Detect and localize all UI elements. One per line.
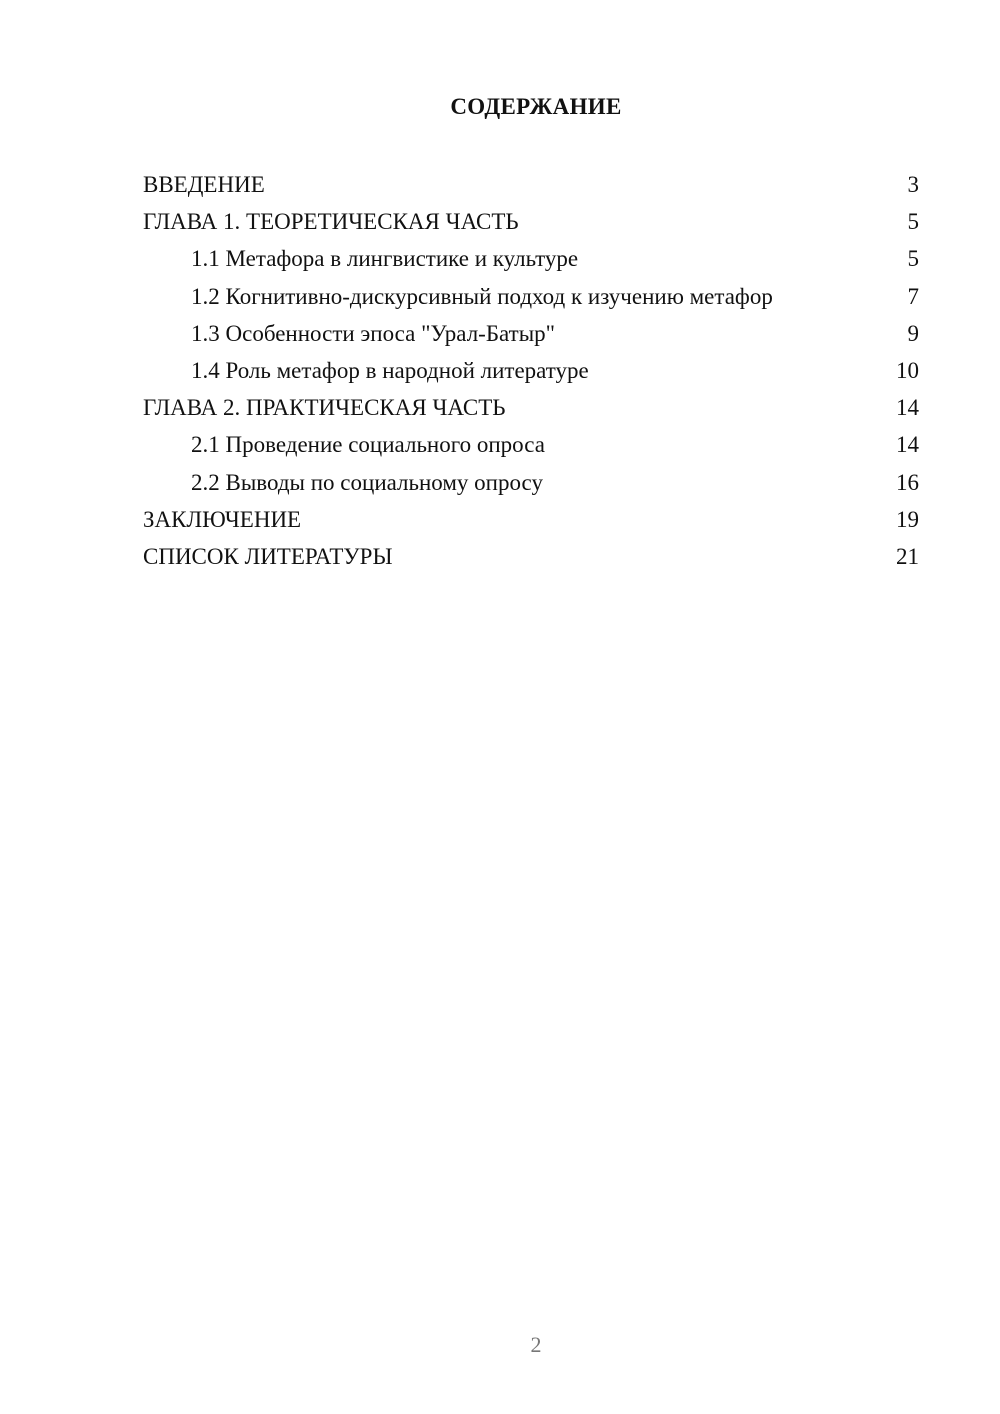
toc-entry-label: 2.1 Проведение социального опроса (191, 432, 545, 458)
toc-entry[interactable] (143, 166, 919, 203)
toc-entry[interactable] (143, 389, 919, 426)
toc-entry-label: ВВЕДЕНИЕ (143, 172, 265, 197)
toc-entry-page: 10 (896, 357, 919, 383)
toc-entry[interactable] (143, 501, 919, 538)
toc-entry-label: 1.1 Метафора в лингвистике и культуре (191, 246, 579, 272)
toc-entry-page: 19 (896, 506, 919, 532)
toc-subentry[interactable] (143, 352, 919, 389)
toc-entry-page: 9 (907, 320, 919, 346)
toc-entry-page: 14 (896, 395, 919, 421)
toc-entry-label: ГЛАВА 1. ТЕОРЕТИЧЕСКАЯ ЧАСТЬ (143, 209, 519, 235)
toc-subentry[interactable] (143, 315, 919, 352)
toc-entry[interactable] (143, 203, 919, 240)
toc-entry-page: 7 (907, 283, 919, 309)
toc-entry-label: 1.2 Когнитивно-дискурсивный подход к изучению метафор (191, 283, 773, 309)
toc-subentry[interactable] (143, 240, 919, 277)
toc-entry-label: 1.3 Особенности эпоса "Урал-Батыр" (191, 320, 556, 346)
toc-entry-label: 2.2 Выводы по социальному опросу (191, 469, 543, 495)
toc-entry-page: 5 (907, 209, 919, 235)
toc-entry-label: ЗАКЛЮЧЕНИЕ (143, 506, 302, 532)
toc-entry-page: 5 (907, 246, 919, 272)
table-of-contents (143, 166, 919, 575)
page-title: СОДЕРЖАНИЕ (450, 94, 622, 119)
toc-subentry[interactable] (143, 278, 919, 315)
toc-entry-label: ГЛАВА 2. ПРАКТИЧЕСКАЯ ЧАСТЬ (143, 395, 506, 421)
toc-subentry[interactable] (143, 426, 919, 463)
toc-entry-page: 3 (907, 172, 919, 197)
toc-entry-page: 21 (896, 543, 919, 569)
toc-subentry[interactable] (143, 464, 919, 501)
page-number: 2 (530, 1332, 542, 1357)
toc-entry-page: 16 (896, 469, 919, 495)
toc-entry-label: СПИСОК ЛИТЕРАТУРЫ (143, 543, 393, 569)
toc-entry[interactable] (143, 538, 919, 575)
toc-entry-label: 1.4 Роль метафор в народной литературе (191, 357, 589, 383)
toc-entry-page: 14 (896, 432, 919, 458)
